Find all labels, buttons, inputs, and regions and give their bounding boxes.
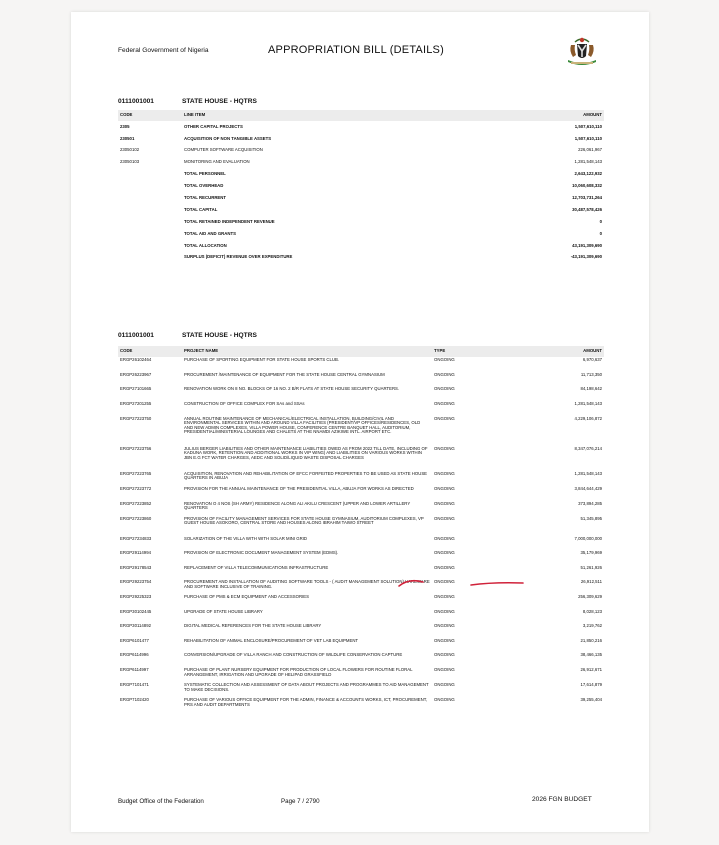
table-row (118, 240, 604, 252)
footer-office: Budget Office of the Federation (118, 798, 204, 805)
table-row (118, 192, 604, 204)
row-type: ONGOING (434, 652, 455, 657)
row-project-name: PURCHASE OF PLANT NURSERY EQUIPMENT FOR PRODUCTION OF LOCAL FLOWERS FOR ROUTINE FLORAL ARRANGEMENT, IRRIGATION AND UPGRADE OF HELIPAD GRASSFIELD (184, 667, 413, 677)
row-line-item: TOTAL PERSONNEL (184, 171, 226, 177)
table-row (118, 216, 604, 228)
row-amount: 38,466,135 (580, 652, 602, 657)
table-row (118, 609, 604, 624)
agency-name: Federal Government of Nigeria (118, 47, 209, 54)
row-code: 23050102 (120, 147, 140, 153)
table-row (118, 516, 604, 536)
table-row (118, 486, 604, 501)
section1-code: 0111001001 (118, 98, 154, 105)
row-amount: -43,191,309,690 (570, 254, 602, 260)
row-amount: 2,643,122,932 (574, 171, 602, 177)
row-type: ONGOING (434, 697, 455, 702)
table-row (118, 638, 604, 653)
table-row (118, 228, 604, 240)
row-type: ONGOING (434, 515, 455, 521)
row-code (118, 180, 182, 192)
row-code: ERGP6114996 (120, 652, 149, 657)
row-code: ERGP27223765 (120, 470, 152, 476)
table-row (118, 652, 604, 667)
projects-table (118, 346, 604, 712)
row-type: ONGOING (434, 445, 455, 451)
table-row (118, 180, 604, 192)
row-project-name: PROCUREMENT /MAINTENANCE OF EQUIPMENT FOR THE STATE HOUSE CENTRAL GYMNASIUM (184, 371, 385, 377)
row-type: ONGOING (434, 401, 455, 406)
row-code: ERGP27223756 (120, 445, 152, 451)
row-type: ONGOING (434, 564, 455, 570)
row-amount: 7,000,000,000 (574, 535, 602, 541)
row-line-item: COMPUTER SOFTWARE ACQUISITION (184, 147, 263, 153)
row-type: ONGOING (434, 500, 455, 506)
row-project-name: UPGRADE OF STATE HOUSE LIBRARY (184, 608, 263, 614)
table-row (118, 471, 604, 486)
row-code (118, 240, 182, 252)
row-project-name: SYSTEMATIC COLLECTION AND ASSESSMENT OF DATA ABOUT PROJECTS AND PROGRAMMES TO AID MANAGEMENT TO MAKE DECISIONS. (184, 682, 429, 692)
row-amount: 11,713,350 (580, 371, 602, 377)
row-project-name: ACQUISITION, RENOVATION AND REHABILITATION OF EFCC FORFEITED PROPERTIES TO BE USED AS STATE HOUSE QUARTERS IN ABUJA (184, 470, 428, 480)
row-line-item: TOTAL AID AND GRANTS (184, 230, 236, 236)
row-code (118, 204, 182, 216)
col-code: CODE (118, 346, 182, 357)
row-amount: 26,912,671 (580, 667, 602, 672)
row-type: ONGOING (434, 608, 455, 614)
row-code (118, 169, 182, 181)
table-row (118, 401, 604, 416)
row-code: ERGP27101665 (120, 386, 152, 391)
row-code (118, 252, 182, 264)
row-amount: 1,507,610,110 (574, 135, 602, 141)
row-type: ONGOING (434, 371, 455, 377)
row-project-name: PURCHASE OF SPORTING EQUIPMENT FOR STATE HOUSE SPORTS CLUB. (184, 357, 340, 362)
row-amount: 0 (599, 218, 602, 224)
table-row (118, 204, 604, 216)
row-type: ONGOING (434, 667, 455, 672)
pen-annotation (397, 576, 527, 590)
row-amount: 51,261,926 (580, 564, 602, 570)
row-code: ERGP27234833 (120, 535, 152, 541)
row-line-item: SURPLUS (DEFICIT) REVENUE OVER EXPENDITURE (184, 254, 293, 260)
row-code: ERGP29178543 (120, 564, 152, 570)
row-project-name: DIGITAL MEDICAL REFERENCES FOR THE STATE HOUSE LIBRARY (184, 623, 322, 628)
row-code: ERGP26102464 (120, 357, 152, 362)
row-type: ONGOING (434, 579, 455, 584)
row-type: ONGOING (434, 623, 455, 628)
col-line-item: LINE ITEM (182, 110, 514, 121)
row-code: ERGP27201255 (120, 401, 152, 406)
row-type: ONGOING (434, 415, 455, 421)
row-project-name: RENOVATION O 4 NOS (SH ARMY) RESIDENCE ALONG ALI AKILU CRESCENT (UPPER AND LOWER ARTILLERY QUARTERS (184, 500, 411, 510)
table-row (118, 121, 604, 133)
table-row (118, 372, 604, 387)
row-code: 230501 (120, 135, 135, 141)
col-project-name: PROJECT NAME (182, 346, 432, 357)
table-row (118, 565, 604, 580)
row-code: ERGP30102445 (120, 608, 152, 614)
row-code: 2305 (120, 123, 130, 129)
row-project-name: REPLACEMENT OF VILLA TELECOMMUNICATIONS INFRASTRUCTURE (184, 564, 329, 570)
col-code: CODE (118, 110, 182, 121)
row-amount: 26,912,511 (580, 579, 602, 584)
row-amount: 0 (599, 230, 602, 236)
row-project-name: REHABILITATION OF ANIMAL ENCLOSURE/PROCUREMENT OF VET LAB EQUIPMENT (184, 637, 359, 643)
row-amount: 1,507,610,110 (574, 123, 602, 129)
row-amount: 226,061,967 (578, 147, 602, 153)
row-project-name: PURCHASE OF PMS & ECM EQUIPMENT AND ACCESSORIES (184, 594, 310, 599)
coat-of-arms-icon (565, 35, 599, 67)
section1-header (118, 98, 257, 105)
row-amount: 6,970,637 (582, 357, 602, 362)
row-project-name: PROVISION OF ELECTRONIC DOCUMENT MANAGEMENT SYSTEM (EDMS). (184, 550, 339, 555)
row-project-name: PROCUREMENT AND INSTALLATION OF AUDITING SOFTWARE TOOLS - ( AUDIT MANAGEMENT SOLUTION) HAREWARE AND SOFTWARE INCLUSIVE OF TRAINING. (184, 579, 430, 589)
row-project-name: JULIUS BERGER LIABILITIES AND OTHER MAINTENANCE LIABILITIES OWED AS FROM 2022 TILL DATE, INCLUDING OF KADUNA WORK, RETENTION AND ADDITIONAL WORKS IN VIP WING) AND LIABILITIES ON VARIOUS WORKS WITHIN JBN E.G FCT WATER CHARGES, AEDC AND SOLID/LIQUID WASTE DISPOSAL CHARGES (184, 445, 428, 460)
row-amount: 1,281,548,143 (574, 470, 602, 476)
row-amount: 17,614,879 (580, 682, 602, 687)
document-title: APPROPRIATION BILL (DETAILS) (268, 44, 444, 56)
col-amount: AMOUNT (514, 110, 604, 121)
row-project-name: RENOVATION WORK ON 8 NO. BLOCKS OF 16 NO. 2 B/R FLATS AT STATE HOUSE SECURITY QUARTERS. (184, 386, 400, 391)
row-code: ERGP27223772 (120, 485, 152, 491)
table-row (118, 252, 604, 264)
row-line-item: ACQUISITION OF NON TANGIBLE ASSETS (184, 135, 272, 141)
row-amount: 43,191,309,690 (572, 242, 602, 248)
row-project-name: PROVISION FOR THE ANNUAL MAINTENANCE OF THE PRESIDENTIAL VILLA, ABUJA FOR WORKS AS DIRECTED (184, 485, 414, 491)
row-code: ERGP29114994 (120, 550, 151, 555)
table-row (118, 357, 604, 372)
row-project-name: CONSTRUCTION OF OFFICE COMPLEX FOR SAs and SSAs (184, 401, 305, 406)
table-row (118, 133, 604, 145)
row-line-item: TOTAL RECURRENT (184, 195, 227, 201)
table-row (118, 697, 604, 712)
row-line-item: TOTAL ALLOCATION (184, 242, 227, 248)
row-type: ONGOING (434, 637, 455, 643)
row-amount: 10,060,608,332 (572, 183, 602, 189)
table-row (118, 169, 604, 181)
row-amount: 373,894,285 (578, 500, 602, 506)
row-code: 23050103 (120, 159, 140, 165)
footer-budget: 2026 FGN BUDGET (532, 796, 592, 803)
document-page (71, 12, 649, 832)
row-project-name: ANNUAL ROUTINE MAINTENANCE OF MECHANICAL/ELECTRICAL INSTALLATION, BUILDING/CIVIL AND ENVIRONMENTAL SERVICES WITHIN AND AROUND VILLA FACILITIES (PRESIDENT/VP OFFICES/RESIDENCES, OLD AND NEW ADMIN COMPLEXES, VILLA POWER HOUSE, CONFERENCE CENTRE BANQUET HALL, AUDITORIUM, PRESIDENTIAL/MINISTERIAL LOUNGES AND CHALETS AT THE NNAMDI AZIKIWE INTL. AIRPORT ETC. (184, 415, 421, 434)
row-code: ERGP29225323 (120, 594, 152, 599)
row-amount: 1,281,548,143 (574, 401, 602, 406)
table-row (118, 416, 604, 446)
row-amount: 39,255,404 (580, 697, 602, 702)
row-amount: 4,229,106,872 (574, 415, 602, 421)
row-code: ERGP27223860 (120, 515, 152, 521)
row-line-item: TOTAL OVERHEAD (184, 183, 224, 189)
row-type: ONGOING (434, 682, 455, 687)
row-amount: 12,703,731,264 (572, 195, 602, 201)
row-type: ONGOING (434, 470, 455, 476)
row-code: ERGP7102420 (120, 697, 149, 702)
row-amount: 3,219,762 (582, 623, 602, 628)
table-row (118, 682, 604, 697)
row-amount: 51,345,895 (580, 515, 602, 521)
row-code: ERGP6101477 (120, 637, 149, 643)
row-type: ONGOING (434, 357, 455, 362)
row-code (118, 216, 182, 228)
row-amount: 256,309,629 (578, 594, 602, 599)
row-amount: 8,028,123 (582, 608, 602, 614)
row-line-item: OTHER CAPITAL PROJECTS (184, 123, 243, 129)
col-amount: AMOUNT (494, 346, 604, 357)
table-row (118, 145, 604, 157)
row-type: ONGOING (434, 535, 455, 541)
section2-header (118, 332, 257, 339)
row-code (118, 192, 182, 204)
section1-name: STATE HOUSE - HQTRS (182, 98, 257, 105)
col-type: TYPE (432, 346, 494, 357)
table-row (118, 536, 604, 551)
row-code: ERGP26223967 (120, 371, 152, 377)
table-row (118, 594, 604, 609)
row-project-name: PROVISION OF FACILITY MANAGEMENT SERVICES FOR STATE HOUSE GYMNASIUM, AUDITORIUM COMPLEXES, VP GUEST HOUSE ASOKORO, CENTRAL STORE AND HOUSES ALONG IBRAHIM TAIWO STREET (184, 515, 424, 525)
section2-code: 0111001001 (118, 332, 154, 339)
line-items-table (118, 110, 604, 264)
row-type: ONGOING (434, 594, 455, 599)
footer-page: Page 7 / 2790 (281, 798, 320, 805)
row-code: ERGP27223750 (120, 415, 152, 421)
table-row (118, 446, 604, 471)
row-amount: 3,844,644,429 (574, 485, 602, 491)
table-row (118, 550, 604, 565)
section2-name: STATE HOUSE - HQTRS (182, 332, 257, 339)
row-code: ERGP27223852 (120, 500, 152, 506)
row-code: ERGP7101471 (120, 682, 149, 687)
row-line-item: TOTAL RETAINED INDEPENDENT REVENUE (184, 218, 275, 224)
table-row (118, 623, 604, 638)
row-amount: 8,347,076,214 (574, 445, 602, 451)
row-code: ERGP29223754 (120, 579, 152, 584)
row-type: ONGOING (434, 550, 455, 555)
table-row (118, 579, 604, 594)
table-row (118, 667, 604, 682)
row-amount: 84,198,642 (580, 386, 602, 391)
table-row (118, 501, 604, 516)
row-amount: 35,179,969 (580, 550, 602, 555)
row-code: ERGP30114892 (120, 623, 151, 628)
table-row (118, 157, 604, 169)
row-type: ONGOING (434, 386, 455, 391)
row-line-item: TOTAL CAPITAL (184, 206, 218, 212)
table-row (118, 386, 604, 401)
row-type: ONGOING (434, 485, 455, 491)
row-project-name: CONVERSION/UPGRADE OF VILLA RANCH AND CONSTRUCTION OF WILDLIFE CONSERVATION CAPTURE (184, 652, 403, 657)
row-amount: 21,850,216 (580, 637, 602, 643)
row-line-item: MONITORING AND EVALUATION (184, 159, 250, 165)
row-amount: 1,281,548,143 (574, 159, 602, 165)
row-project-name: SOLARIZATION OF THE VILLA WITH WITH SOLAR MINI GRID (184, 535, 308, 541)
row-code: ERGP6114997 (120, 667, 149, 672)
row-code (118, 228, 182, 240)
row-project-name: PURCHASE OF VARIOUS OFFICE EQUIPMENT FOR THE ADMIN, FINANCE & ACCOUNTS WORKS, ICT, PROCUREMENT, PRS AND AUDIT DEPARTMENTS (184, 697, 428, 707)
row-amount: 30,487,578,426 (572, 206, 602, 212)
